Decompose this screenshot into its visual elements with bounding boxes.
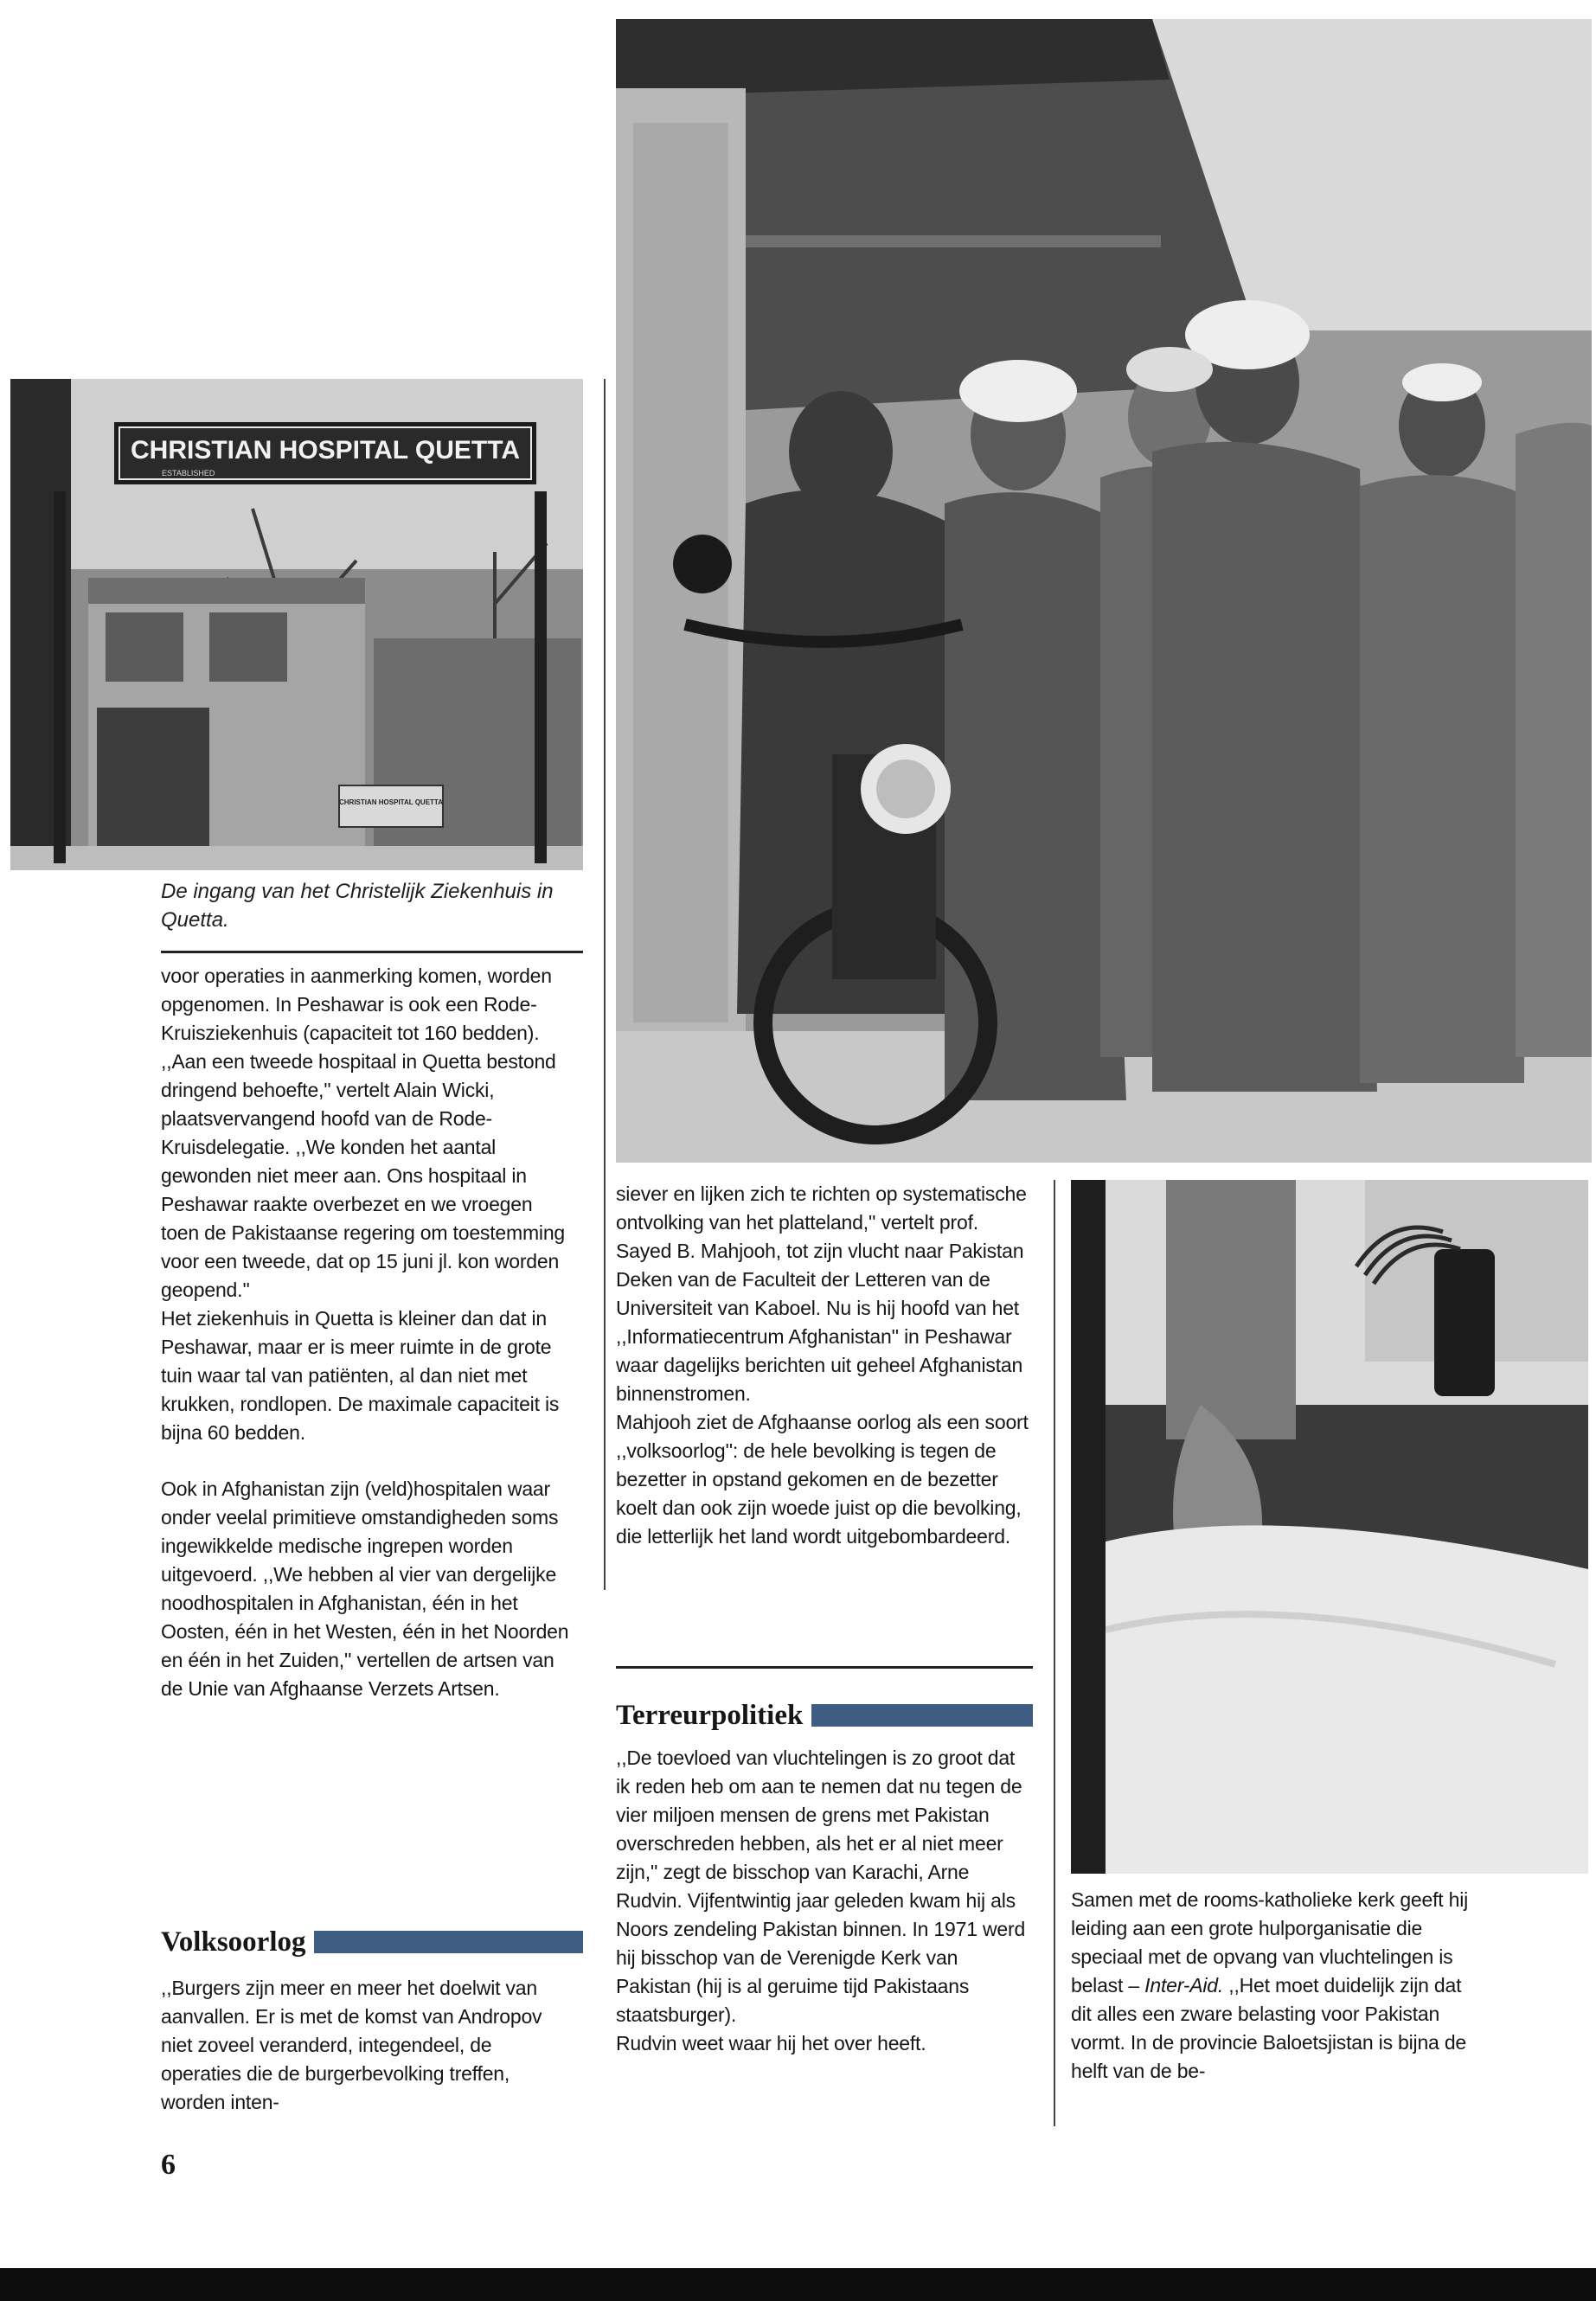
gate-sign-text: CHRISTIAN HOSPITAL QUETTA <box>339 798 443 806</box>
hospital-sign-subtext: ESTABLISHED <box>162 469 215 478</box>
page-number: 6 <box>161 2149 176 2181</box>
column-2-continued <box>616 1744 1029 2058</box>
photo-men-motorcycle-image <box>616 19 1592 1163</box>
heading-volksoorlog <box>161 1926 583 1958</box>
col2-paragraph-4: Rudvin weet waar hij het over heeft. <box>616 2032 926 2054</box>
column-3 <box>1071 1886 1477 2086</box>
col3-paragraph-1 <box>1071 1886 1477 2086</box>
photo-patient-bed <box>1071 1180 1588 1874</box>
col1-paragraph-3: Het ziekenhuis in Quetta is kleiner dan dat in Peshawar, maar er is meer ruimte in de grote tuin waar tal van patiënten, al dan niet met krukken, rondlopen. De maximale capaciteit is bijna 60 bedden. <box>161 1307 560 1444</box>
column-1 <box>161 962 574 1703</box>
col1-paragraph-4: Ook in Afghanistan zijn (veld)hospitalen waar onder veelal primitieve omstandigheden soms ingewikkelde medische ingrepen worden uitgevoerd. ,,We hebben al vier van dergelijke noodhospitalen in Afghanistan, één in het Oosten, één in het Westen, één in het Noorden en één in het Zuiden,'' vertellen de artsen van de Unie van Afghaanse Verzets Artsen. <box>161 1477 569 1700</box>
col1-paragraph-1: voor operaties in aanmerking komen, worden opgenomen. In Peshawar is ook een Rode-Kruisziekenhuis (capaciteit tot 160 bedden). <box>161 965 552 1044</box>
heading-terreurpolitiek-bar <box>811 1704 1033 1727</box>
col2-paragraph-3: ,,De toevloed van vluchtelingen is zo groot dat ik reden heb om aan te nemen dat nu tegen de vier miljoen mensen de grens met Pakistan overschreden hebben, als het er al niet meer zijn,'' zegt de bisschop van Karachi, Arne Rudvin. Vijfentwintig jaar geleden kwam hij als Noors zendeling Pakistan binnen. In 1971 werd hij bisschop van de Verenigde Kerk van Pakistan (hij is al geruime tijd Pakistaans staatsburger). <box>616 1747 1026 2026</box>
col2-rule <box>616 1666 1033 1669</box>
bottom-scan-edge <box>0 2268 1596 2301</box>
photo-patient-bed-image <box>1071 1180 1588 1874</box>
col2-paragraph-1: siever en lijken zich te richten op systematische ontvolking van het platteland,'' vertelt prof. Sayed B. Mahjooh, tot zijn vlucht naar Pakistan Deken van de Faculteit der Letteren van de Universiteit van Kaboel. Nu is hij hoofd van het ,,Informatiecentrum Afghanistan'' in Peshawar waar dagelijks berichten uit geheel Afghanistan binnenstromen. <box>616 1183 1027 1405</box>
hospital-sign-text: CHRISTIAN HOSPITAL QUETTA <box>131 436 520 465</box>
col3-text-c: ,,Het moet duidelijk zijn dat dit alles een zware belasting voor Pakistan vormt. In de provincie Baloetsjistan is bijna de helft van de be- <box>1071 1974 1467 2082</box>
col2-paragraph-2: Mahjooh ziet de Afghaanse oorlog als een soort ,,volksoorlog'': de hele bevolking is tegen de bezetter in opstand gekomen en de bezetter koelt dan ook zijn woede juist op die bevolking, die letterlijk het land wordt uitgebombardeerd. <box>616 1411 1029 1548</box>
column-divider-2 <box>1054 1180 1055 2126</box>
heading-terreurpolitiek <box>616 1699 1033 1732</box>
heading-terreurpolitiek-text: Terreurpolitiek <box>616 1700 804 1731</box>
col1-paragraph-2: ,,Aan een tweede hospitaal in Quetta bestond dringend behoefte,'' vertelt Alain Wicki, plaatsvervangend hoofd van de Rode-Kruisdelegatie. ,,We konden het aantal gewonden niet meer aan. Ons hospitaal in Peshawar raakte overbezet en we vroegen toen de Pakistaanse regering om toestemming voor een tweede, dat op 15 juni jl. kon worden geopend.'' <box>161 1050 565 1301</box>
column-divider-1 <box>604 379 606 1590</box>
inter-aid-name: Inter-Aid. <box>1144 1974 1224 1997</box>
caption-rule <box>161 951 583 953</box>
photo-caption <box>161 877 576 934</box>
col1-paragraph-5: ,,Burgers zijn meer en meer het doelwit van aanvallen. Er is met de komst van Andropov niet zoveel veranderd, integendeel, de operaties die de burgerbevolking treffen, worden inten- <box>161 1977 542 2113</box>
heading-volksoorlog-bar <box>314 1931 583 1953</box>
photo-hospital-entrance-image <box>10 379 583 870</box>
col3-text-a: Samen met de rooms-katholieke kerk geeft hij leiding aan een grote hulporganisatie die speciaal met de opvang van vluchtelingen is belast – <box>1071 1888 1469 1997</box>
heading-volksoorlog-text: Volksoorlog <box>161 1926 306 1958</box>
photo-men-motorcycle <box>616 19 1592 1163</box>
photo-caption-text: De ingang van het Christelijk Ziekenhuis in Quetta. <box>161 880 554 932</box>
column-2 <box>616 1180 1029 1551</box>
photo-hospital-entrance <box>10 379 583 870</box>
column-1-continued <box>161 1974 574 2117</box>
